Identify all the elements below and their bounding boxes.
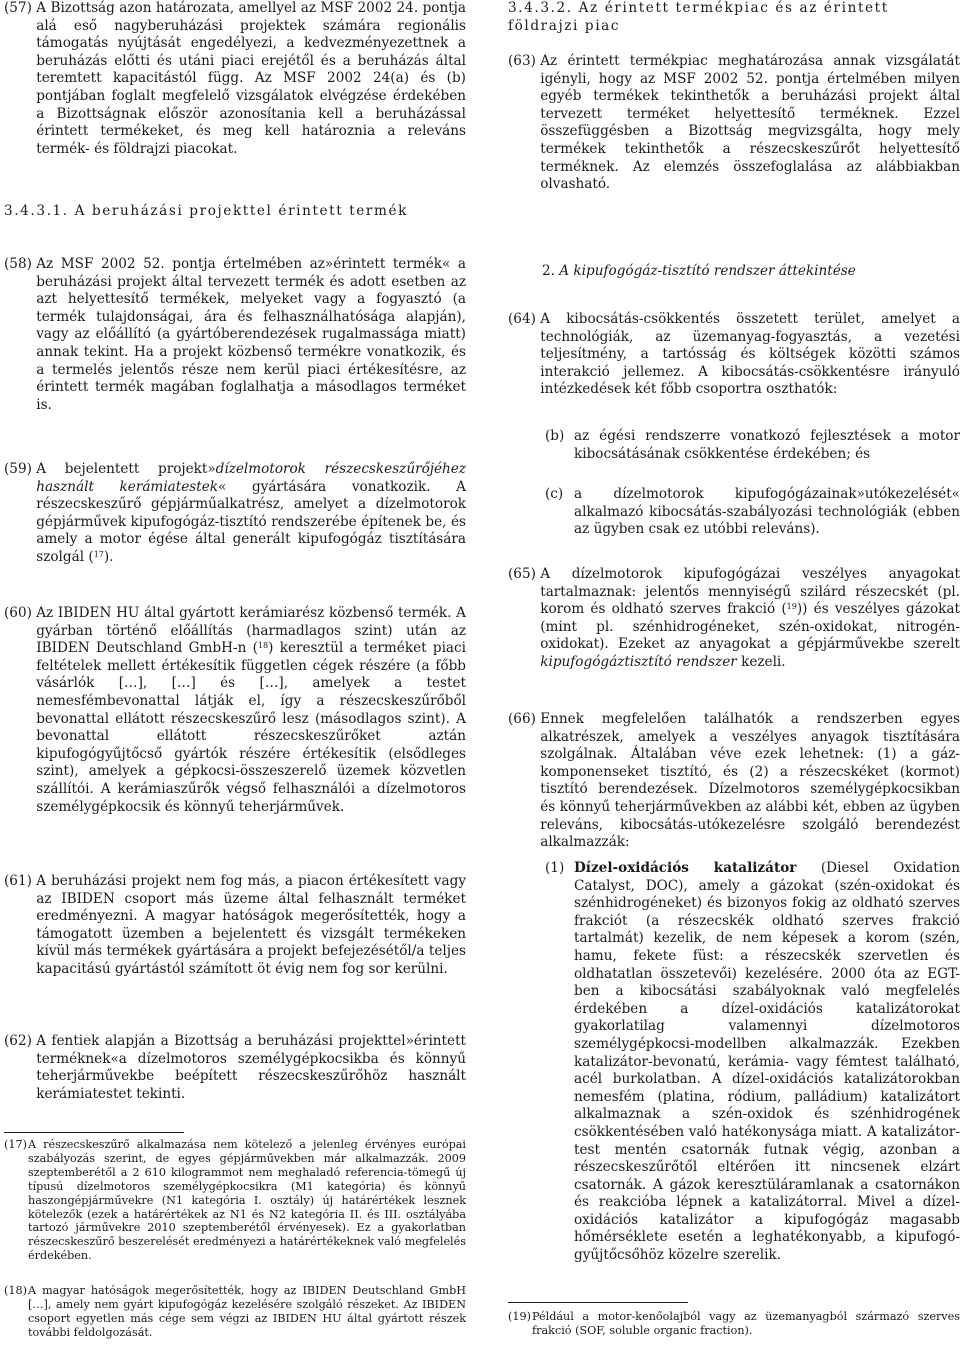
footnote-18 [4,1284,466,1340]
list-label: (1) [545,860,565,876]
text-run: « gyártására vonatkozik. A részecskeszűrő gépjárműalkatrész, amelyet a dízelmotorok gépjárművek kipufogógáz-tisztító rendszerébe építenek be, és amely a motor égése által generált kipufogógáz tisztítására szolgál ( [36,478,466,565]
paragraph-text [36,605,466,816]
paragraph-text: Az MSF 2002 52. pontja értelmében az»érintett termék« a beruházási projekt által tervezett termék és adott esetben az azt helyettesítő termékek, melyeket vagy a fogyasztó (a termék tulajdonságai, ára és felhasználhatósága alapján), vagy az előállító (a gyártóberendezések rugalmassága miatt) annak tekint. Ha a projekt közbenső termékre vonatkozik, és a termelés jelentős része nem kerül piaci értékesítésre, az érintett termék magában foglalhatja a másodlagos terméket is. [36,256,466,413]
paragraph-60 [4,605,466,816]
paragraph-61 [4,873,466,979]
text-run: A dízelmotorok kipufogógázai veszélyes anyagokat tartalmaznak: jelentős mennyiségű szilárd részecskét (pl. korom és oldható szerves frakció ( [540,566,960,618]
paragraph-number: (60) [4,605,37,621]
footnote-number: (18) [4,1284,27,1297]
paragraph-text [540,566,960,672]
list-item-b [545,428,960,463]
text-run: A bejelentett projekt» [36,461,216,477]
paragraph-number: (61) [4,873,37,889]
list-item-1 [545,860,960,1265]
text-run: ) keresztül a terméket piaci feltételek mellett értékesítik független cégek részére (a főbb vásárlók […], […] és […], amelyek a testet nemesfémbevonattal látják el, így a részecskeszűrőből bevonattal ellátott részecskeszűrő lesz (másodlagos szint). A bevonattal ellátott részecskeszűrőket aztán kipufogógyűjtőcső gyártók részére értékesítik (elsődleges szint), amelyek a gépkocsi-összeszerelő üzemek közvetlen szállítói. A kerámiaszűrők végső felhasználói a dízelmotoros személygépkocsik és könnyű teherjárművek. [36,640,466,815]
paragraph-number: (58) [4,256,37,272]
footnote-number: (17) [4,1138,27,1151]
footnote-text: A részecskeszűrő alkalmazása nem kötelező a jelenleg érvényes európai szabályozás szerint, de egyes gépjárművekben már alkalmazzák. 2009 szeptemberétől a 2 610 kilogrammot nem meghaladó referencia-tömegű új típusú dízelmotoros személygépkocsikra (M1 kategória) és könnyű haszongépjárművekre (N1 kategória I. osztály) új határértékek lesznek kötelezők (ezek a határértékek az N1 és N2 kategória II. és III. osztályába tartozó járművekre 2010 szeptemberétől érvényesek). Ez a gyakorlatban részecskeszűrő beszerelését eredményezi a határértékeknek való megfelelés érdekében. [28,1138,466,1263]
footnote-ref-17: 17 [93,549,104,559]
list-item-c [545,486,960,539]
paragraph-number: (64) [508,311,541,327]
footnote-ref-19: 19 [786,602,797,612]
italic-term: kipufogógáztisztító rendszer [540,653,737,670]
paragraph-number: (66) [508,711,541,727]
paragraph-text: Az érintett termékpiac meghatározása annak vizsgálatát igényli, hogy az MSF 2002 52. pontja értelmében milyen egyéb termékek tekinthetők a beruházási projekt által tervezett terméket helyettesítő terméknek. Ezzel összefüggésben a Bizottság megvizsgálta, hogy mely termékek tekinthetők a részecskeszűrőt helyettesítő terméknek. Az elemzés összefoglalása az alábbiakban olvasható. [540,53,960,193]
paragraph-number: (65) [508,566,541,582]
footnote-17 [4,1138,466,1263]
paragraph-number: (62) [4,1033,37,1049]
footnote-text: A magyar hatóságok megerősítették, hogy az IBIDEN Deutschland GmbH […], amely nem gyárt kipufogógáz kezelésére szolgáló részeket. Az IBIDEN csoport egyetlen más cége sem végzi az IBIDEN HU által gyártott részek további feldolgozását. [28,1284,466,1339]
list-label: (c) [545,486,564,502]
paragraph-text [36,461,466,567]
section-heading-3-4-3-2: 3.4.3.2. Az érintett termékpiac és az érintett földrajzi piac [508,0,889,34]
footnote-ref-18: 18 [257,641,269,651]
paragraph-65 [508,566,960,672]
paragraph-text: A beruházási projekt nem fog más, a piacon értékesített vagy az IBIDEN csoport más üzeme által felhasznált terméket eredményezni. A magyar hatóságok megerősítették, hogy a támogatott üzemben a bejelentett és vizsgált termékeken kívül más termékek gyártására a projekt befejezésétől/a teljes kapacitású gyártástól számított öt évig nem fog sor kerülni. [36,873,466,977]
text-run: Az IBIDEN HU által gyártott kerámiarész közbenső termék. A gyárban történő előállítás (harmadlagos szint) után az IBIDEN Deutschland GmbH-n ( [36,605,466,657]
text-run: )) és veszélyes gázokat (mint pl. szénhidrogéneket, szén-oxidokat, nitrogén-oxidokat). Ezeket az anyagokat a gépjárművekbe szerelt [540,601,960,653]
paragraph-text: A fentiek alapján a Bizottság a beruházási projekttel»érintett terméknek«a dízelmotoros személygépkocsikba és könnyű teherjárművekbe beépített részecskeszűrőhöz használt kerámiatestet tekinti. [36,1033,466,1102]
paragraph-58 [4,256,466,414]
paragraph-63 [508,53,960,194]
footnote-number: (19) [508,1310,531,1323]
paragraph-number: (63) [508,53,541,69]
paragraph-62 [4,1033,466,1103]
paragraph-66 [508,711,960,852]
list-text: az égési rendszerre vonatkozó fejlesztések a motor kibocsátásának csökkentése érdekében; és [574,428,960,462]
italic-term: dízelmotorok részecskeszűrőjéhez használt kerámiatestek [36,461,466,495]
text-run: (Diesel Oxidation Catalyst, DOC), amely a gázokat (szén-oxidokat és szénhidrogéneket) és bizonyos fokig az oldható szerves frakciót (a részecskék oldható szerves frakció tartalmát) kezelik, de nem képesek a korom (szén, hamu, fekete füst: a részecskék szervetlen és oldhatatlan összetevői) kezelésére. 2000 óta az EGT-ben a kibocsátási szabályoknak való megfelelés érdekében a dízel-oxidációs katalizátorokat gyakorlatilag valamennyi dízelmotoros személygépkocsi-modellben alkalmazzák. Ezekben katalizátor-bevonatú, kerámia- vagy fémtest található, acél burkolatban. A dízel-oxidációs katalizátorokban nemesfém (platina, ródium, palládium) katalizátort alkalmaznak a szén-oxidok és szénhidrogének csökkentésében való hatékonysága miatt. A katalizátor-test mentén csatornák futnak végig, azonban a részecskeszűrőtől eltérően itt nincsenek elzárt csatornák. A gázok keresztüláramlanak a csatornákon és reakcióba lépnek a katalizátorral. Mivel a dízel-oxidációs katalizátor a kipufogógáz magasabb hőmérséklete esetén a leghatékonyabb, a kipufogó-gyűjtőcsőhöz közelre szerelik. [574,860,960,1264]
bold-term: Dízel-oxidációs katalizátor [574,860,797,876]
footnote-19 [508,1310,960,1338]
paragraph-64 [508,311,960,399]
subheading-text: A kipufogógáz-tisztító rendszer áttekintése [559,263,856,279]
paragraph-text: Ennek megfelelően találhatók a rendszerben egyes alkatrészek, amelyek a veszélyes anyagok tisztítására szolgálnak. Általában véve ezek lehetnek: (1) a gáz-komponenseket tisztító, és (2) a részecskéket (kormot) tisztító berendezések. Dízelmotoros személygépkocsikban és könnyű teherjárművekben az alábbi két, ebben az ügyben releváns, kibocsátás-utókezelésre szolgáló berendezést alkalmazzák: [540,711,960,851]
paragraph-57 [4,0,466,158]
subheading-number: 2. [542,263,560,279]
subheading-2 [542,263,856,281]
footnote-text: Például a motor-kenőolajból vagy az üzemanyagból származó szerves frakció (SOF, soluble organic fraction). [532,1310,960,1337]
footnote-separator [508,1302,688,1303]
footnote-separator [4,1132,184,1133]
text-run: ). [103,548,114,565]
paragraph-59 [4,461,466,567]
list-text [574,860,960,1265]
paragraph-text: A Bizottság azon határozata, amellyel az MSF 2002 24. pontja alá eső nagyberuházási projektek számára regionális támogatás nyújtását engedélyezi, a kedvezményezettnek a beruházás előtti és utáni piaci erejétől és a beruházás által teremtett kapacitástól függ. Az MSF 2002 24(a) és (b) pontjában foglalt megfelelő vizsgálatok elvégzése érdekében a Bizottságnak először azonosítania kell a beruházással érintett termékeket, és meg kell határoznia a releváns termék- és földrajzi piacokat. [36,0,466,157]
list-label: (b) [545,428,565,444]
paragraph-number: (57) [4,0,37,16]
section-heading-3-4-3-1: 3.4.3.1. A beruházási projekttel érintett termék [4,203,409,219]
list-text: a dízelmotorok kipufogógázainak»utókezelését« alkalmazó kibocsátás-szabályozási technológiák (ebben az ügyben csak ez utóbbi releváns). [574,486,960,538]
paragraph-number: (59) [4,461,37,477]
paragraph-text: A kibocsátás-csökkentés összetett terület, amelyet a technológiák, az üzemanyag-fogyasztás, a vezetési teljesítmény, a tartósság és költségek közötti számos interakció jellemez. A kibocsátás-csökkentésre irányuló intézkedések két főbb csoportra oszthatók: [540,311,960,398]
text-run: kezeli. [736,653,786,670]
